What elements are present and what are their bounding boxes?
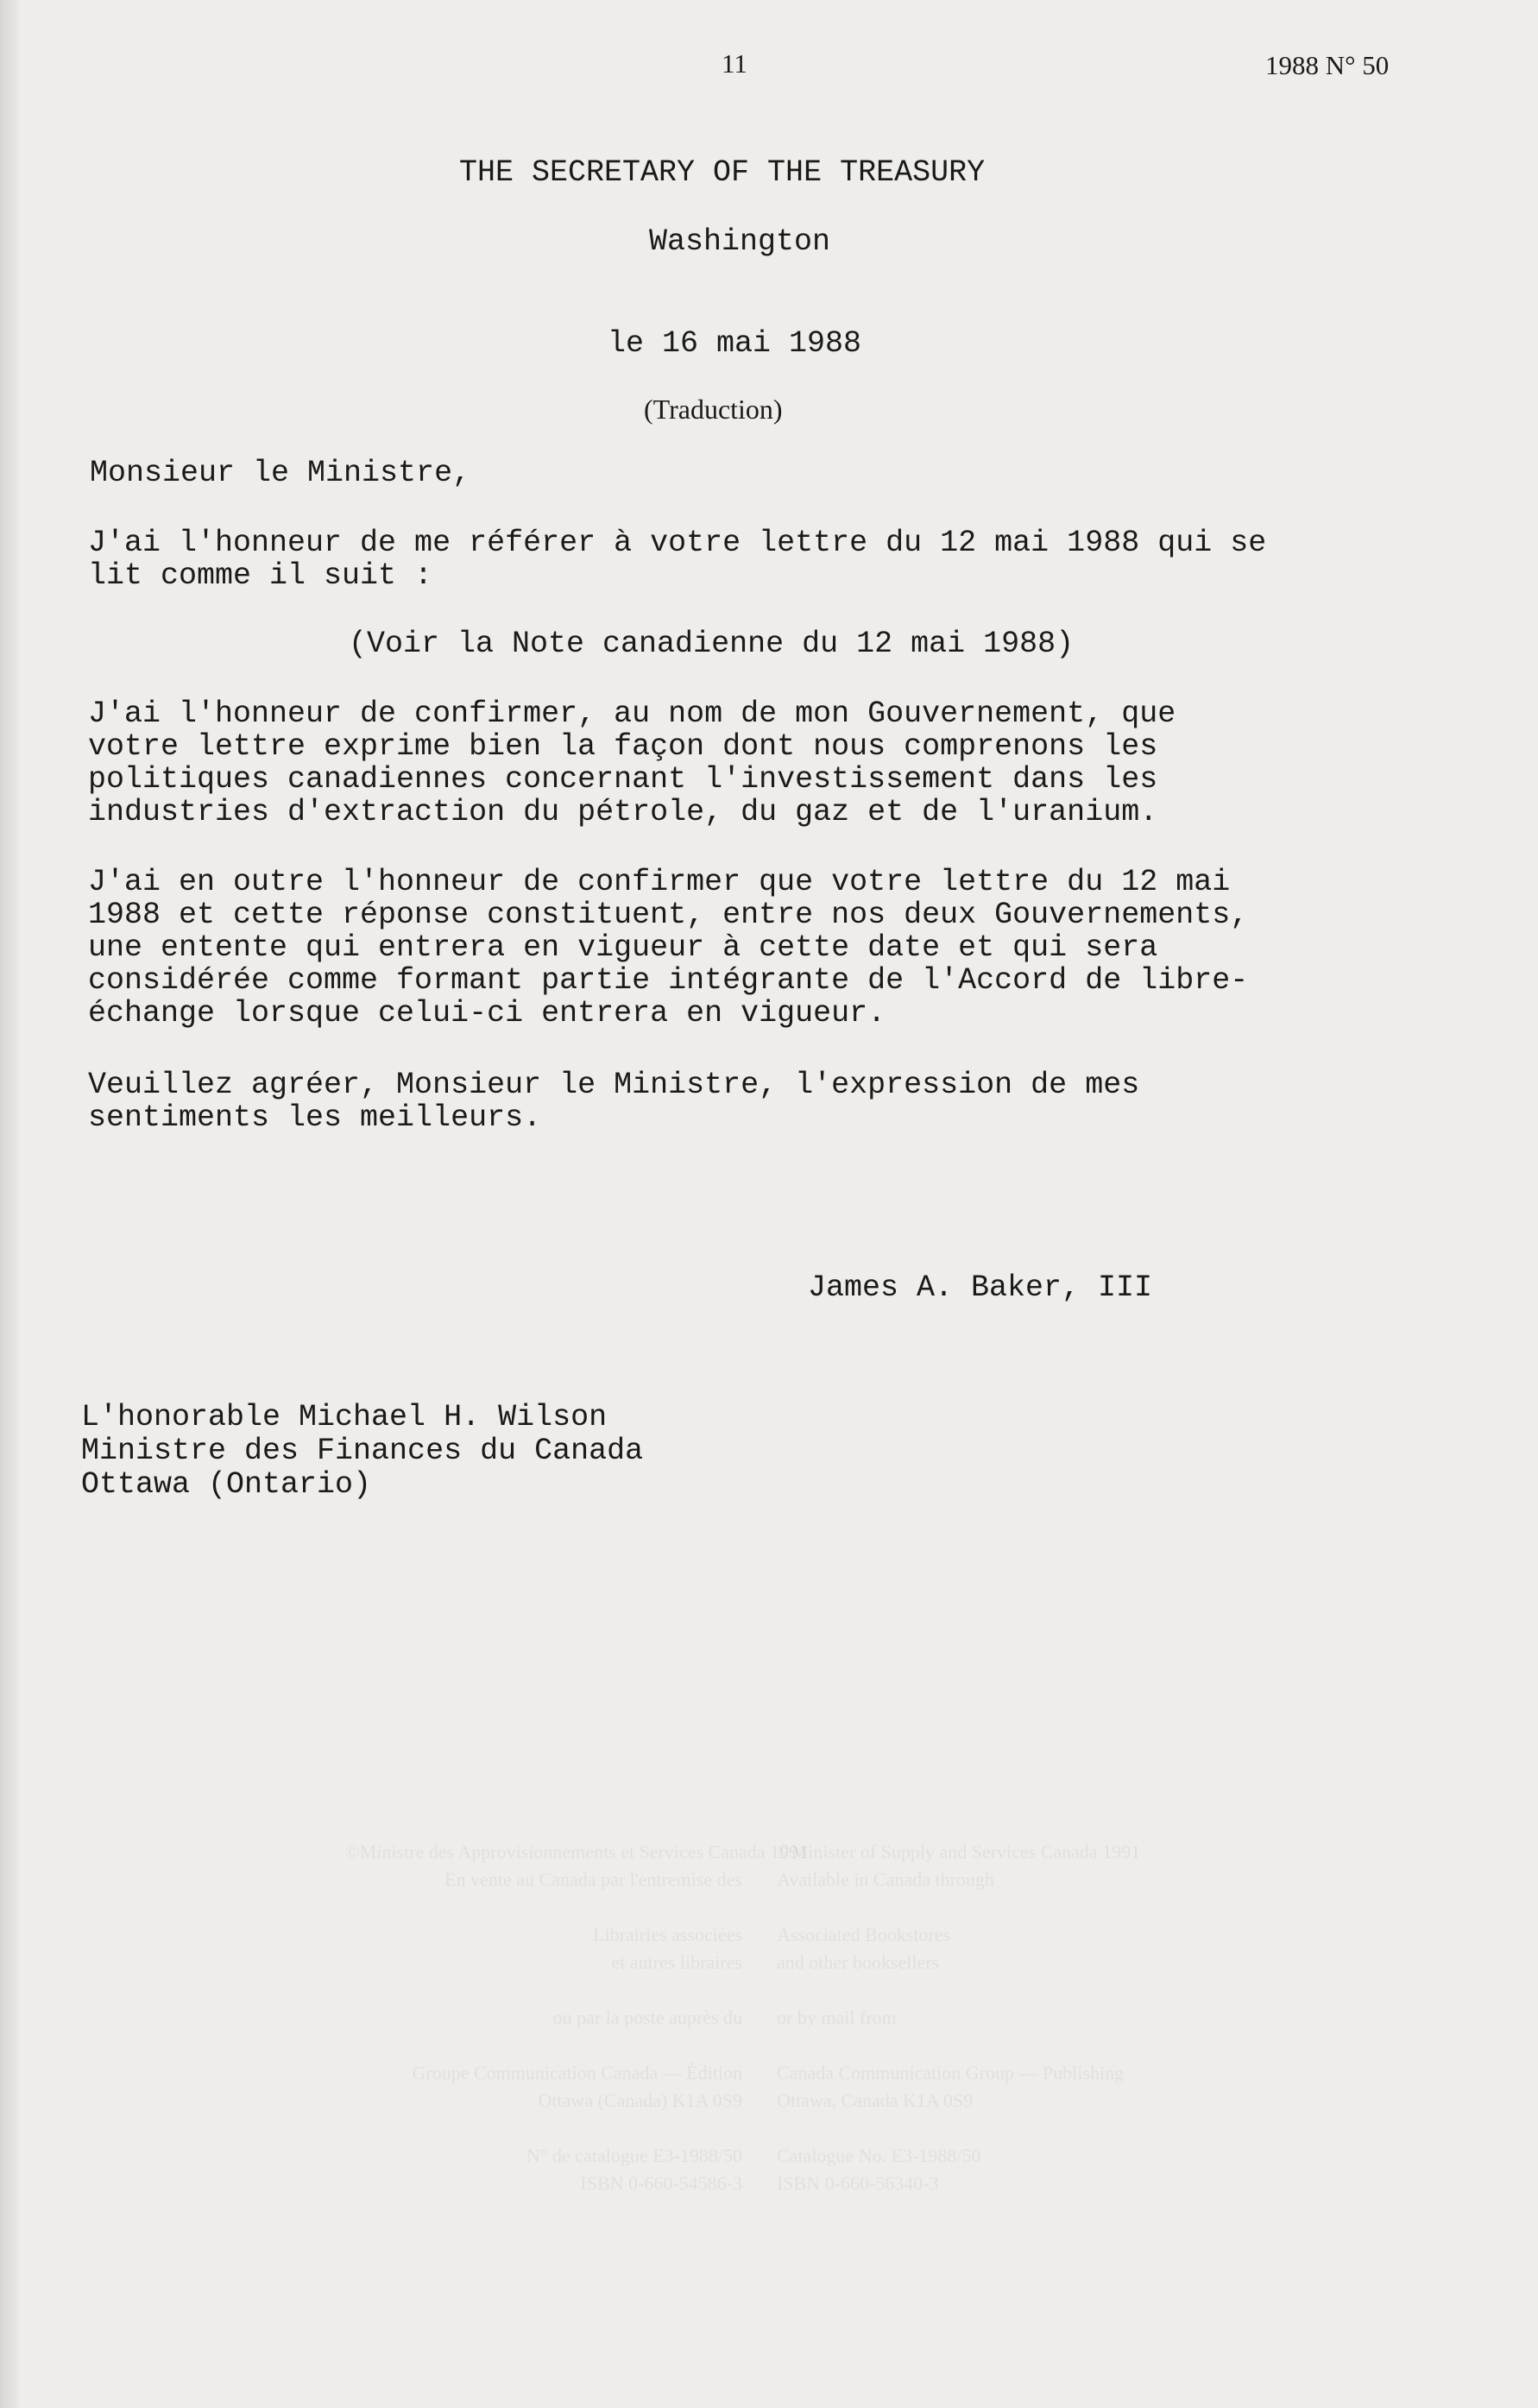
paragraph-reference: J'ai l'honneur de me référer à votre lettre du 12 mai 1988 qui se lit comme il suit : — [88, 526, 1267, 593]
quoted-note-reference: (Voir la Note canadienne du 12 mai 1988) — [349, 627, 1075, 661]
document-reference: 1988 N° 50 — [1265, 50, 1390, 80]
addressee-name: L'honorable Michael H. Wilson — [81, 1400, 608, 1434]
letterhead-title: THE SECRETARY OF THE TREASURY — [459, 155, 986, 190]
show-through-text: ©Minister of Supply and Services Canada 1991 Available in Canada through Associated Bookstores and other booksellers or by mail from Canada Communication Group — Publishing Ottawa, Canada K1A 0S9 Catalogue No. E3-1988/50 ISBN 0-660-56340-3 — [777, 1841, 1141, 2194]
addressee-title: Ministre des Finances du Canada — [81, 1434, 644, 1468]
letterhead-city: Washington — [649, 224, 831, 259]
salutation: Monsieur le Ministre, — [90, 456, 471, 490]
page-number: 11 — [722, 48, 747, 79]
addressee-block — [81, 1401, 643, 1502]
paragraph-closing: Veuillez agréer, Monsieur le Ministre, l'expression de mes sentiments les meilleurs. — [88, 1068, 1140, 1135]
paragraph-agreement: J'ai en outre l'honneur de confirmer que votre lettre du 12 mai 1988 et cette réponse constituent, entre nos deux Gouvernements, une entente qui entrera en vigueur à cette date et qui sera considérée comme formant partie intégrante de l'Accord de libre- échange lorsque celui-ci entrera en vigueur. — [88, 865, 1249, 1031]
translation-note: (Traduction) — [644, 394, 783, 425]
letter-date: le 16 mai 1988 — [608, 326, 862, 361]
addressee-location: Ottawa (Ontario) — [81, 1467, 372, 1502]
show-through-text: ©Ministre des Approvisionnements et Services Canada 1991 En vente au Canada par l'entremise des Librairies associées et autres libraires ou par la poste auprès du Groupe Communication Canada — Édition Ottawa (Canada) K1A 0S9 N° de catalogue E3-1988/50 ISBN 0-660-54586-3 — [345, 1841, 809, 2194]
signature-name: James A. Baker, III — [808, 1270, 1153, 1305]
paragraph-confirmation: J'ai l'honneur de confirmer, au nom de mon Gouvernement, que votre lettre exprime bien la façon dont nous comprenons les politiques canadiennes concernant l'investissement dans les industries d'extraction du pétrole, du gaz et de l'uranium. — [88, 697, 1176, 829]
binding-edge — [0, 0, 19, 2408]
